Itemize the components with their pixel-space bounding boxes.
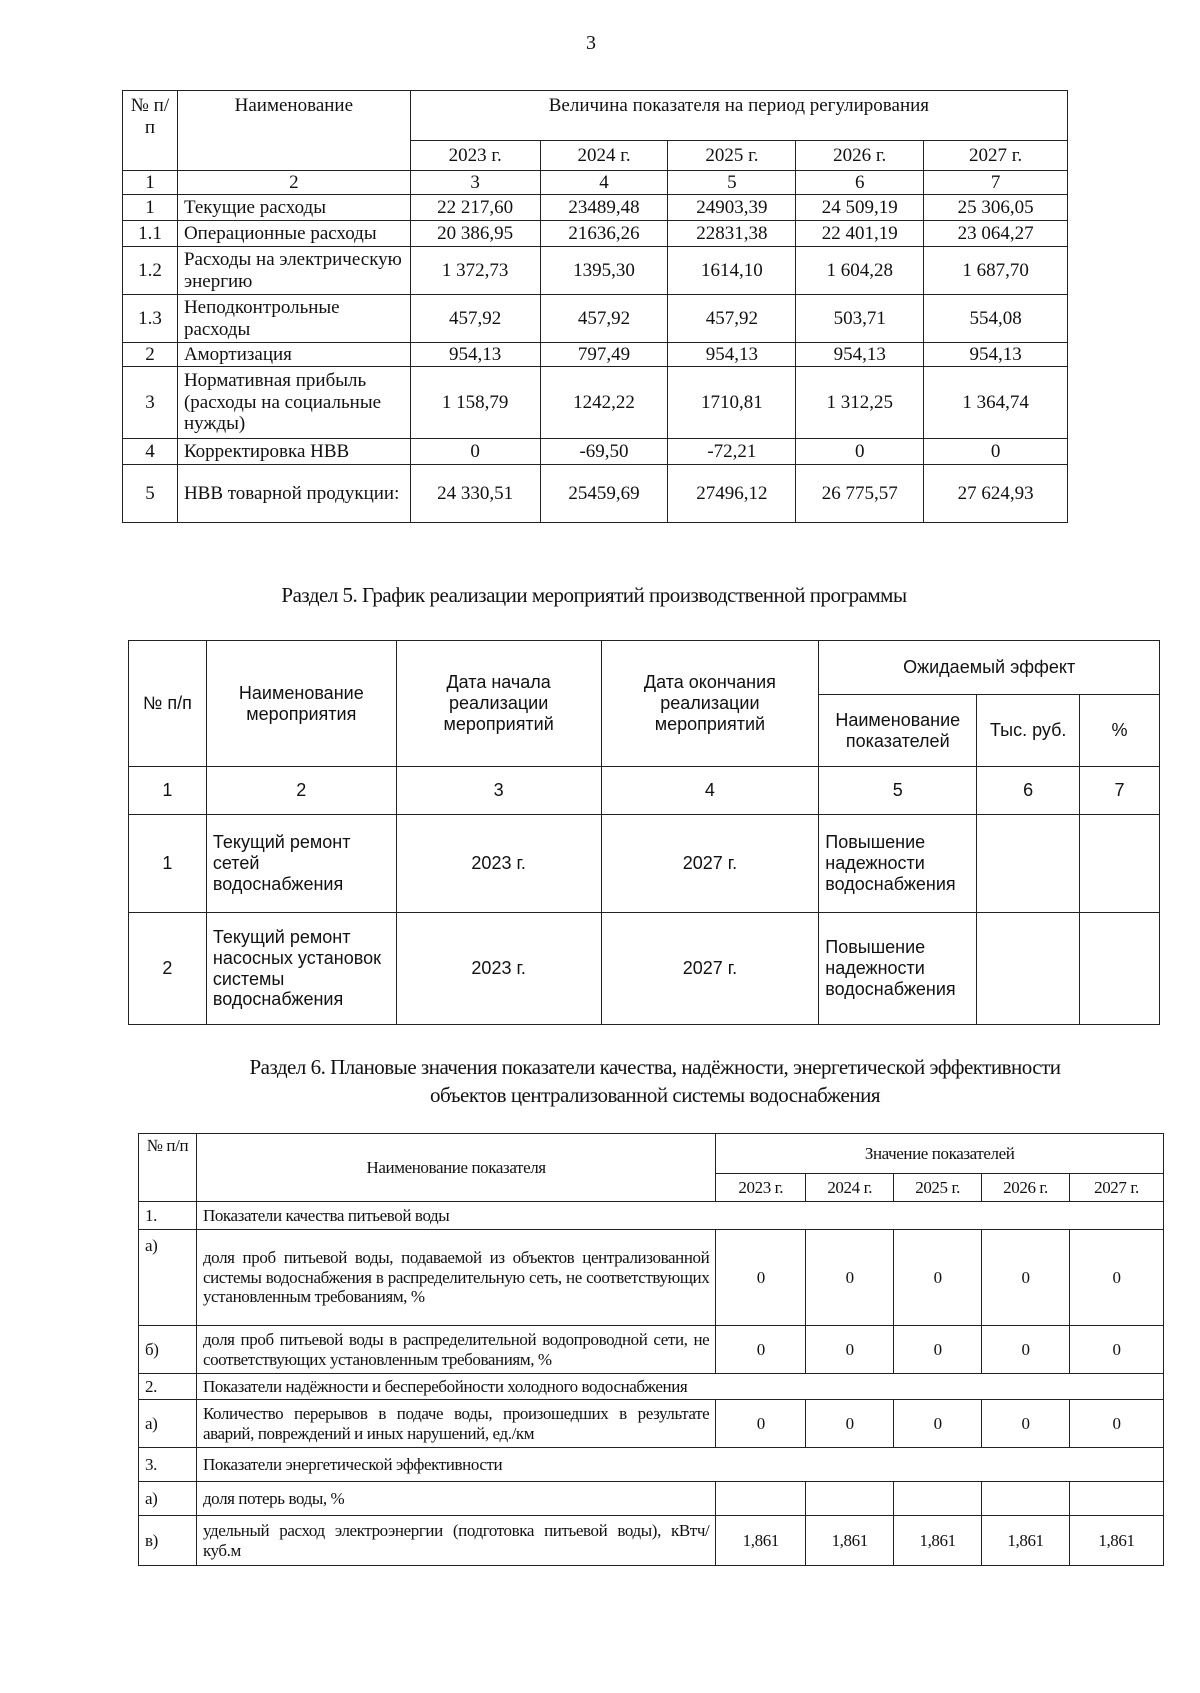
row-num: 5 [123, 465, 178, 523]
row-name: доля проб питьевой воды, подаваемой из объектов централизованной системы водоснабжения в распределительную сеть, не соответствующих установленным требованиям, % [196, 1230, 715, 1326]
row-value: 0 [924, 439, 1068, 465]
row-num: в) [139, 1516, 197, 1566]
col-number: 3 [396, 767, 601, 815]
row-value: 0 [716, 1230, 806, 1326]
year-header: 2024 г. [806, 1174, 894, 1202]
table-row [139, 1400, 1164, 1448]
row-name: Корректировка НВВ [177, 439, 410, 465]
row-name: Количество перерывов в подаче воды, произошедших в результате аварий, повреждений и иных нарушений, ед./км [196, 1400, 715, 1448]
row-value: 24 330,51 [410, 465, 540, 523]
row-pct [1080, 913, 1160, 1025]
row-value: 0 [1070, 1230, 1164, 1326]
section5-title: Раздел 5. График реализации мероприятий производственной программы [281, 583, 907, 607]
row-value: 1 158,79 [410, 367, 540, 439]
table-row [123, 247, 1068, 295]
row-value [894, 1482, 982, 1516]
row-value: 1 372,73 [410, 247, 540, 295]
col-number: 2 [177, 171, 410, 195]
header-num: № п/п [123, 91, 178, 171]
header-num: № п/п [139, 1134, 197, 1202]
row-value: 457,92 [410, 295, 540, 343]
row-value: 23489,48 [540, 195, 668, 221]
row-name: Амортизация [177, 343, 410, 367]
row-name: Расходы на электрическую энергию [177, 247, 410, 295]
row-section: Показатели энергетической эффективности [196, 1448, 1163, 1482]
table-row [129, 913, 1160, 1025]
table-row [123, 465, 1068, 523]
col-number: 7 [924, 171, 1068, 195]
row-value: -72,21 [668, 439, 796, 465]
row-num: а) [139, 1230, 197, 1326]
row-pct [1080, 815, 1160, 913]
row-name: Неподконтрольные расходы [177, 295, 410, 343]
page-number: 3 [586, 32, 596, 54]
row-value: 1710,81 [668, 367, 796, 439]
table-row [139, 1516, 1164, 1566]
row-value: 0 [982, 1400, 1070, 1448]
year-header: 2025 г. [668, 141, 796, 171]
table-row [139, 1326, 1164, 1374]
row-value: 503,71 [796, 295, 924, 343]
row-name: Текущий ремонт насосных установок системы водоснабжения [206, 913, 396, 1025]
year-header: 2025 г. [894, 1174, 982, 1202]
row-value: 797,49 [540, 343, 668, 367]
row-value: 0 [982, 1230, 1070, 1326]
header-name: Наименование показателя [196, 1134, 715, 1202]
row-value: 0 [716, 1400, 806, 1448]
schedule-table [128, 640, 1160, 1025]
header-value-group: Величина показателя на период регулирования [410, 91, 1067, 141]
row-value: 25459,69 [540, 465, 668, 523]
row-num: 2. [139, 1374, 197, 1400]
row-value: 21636,26 [540, 221, 668, 247]
row-num: а) [139, 1400, 197, 1448]
table-row [139, 1202, 1164, 1230]
row-effect: Повышение надежности водоснабжения [819, 913, 977, 1025]
row-name: доля потерь воды, % [196, 1482, 715, 1516]
header-start: Дата начала реализации мероприятий [396, 641, 601, 767]
row-value: 1 312,25 [796, 367, 924, 439]
row-value: 0 [806, 1230, 894, 1326]
row-effect: Повышение надежности водоснабжения [819, 815, 977, 913]
row-value [982, 1482, 1070, 1516]
table-row [123, 343, 1068, 367]
table-row [123, 195, 1068, 221]
table-row [123, 295, 1068, 343]
row-value: 954,13 [410, 343, 540, 367]
table-row [129, 815, 1160, 913]
row-start: 2023 г. [396, 815, 601, 913]
row-value: 1614,10 [668, 247, 796, 295]
row-num: 1. [139, 1202, 197, 1230]
table-row [139, 1482, 1164, 1516]
row-name: Текущие расходы [177, 195, 410, 221]
header-name: Наименование мероприятия [206, 641, 396, 767]
row-value: 0 [894, 1230, 982, 1326]
row-value: 26 775,57 [796, 465, 924, 523]
year-header: 2027 г. [924, 141, 1068, 171]
row-end: 2027 г. [601, 913, 819, 1025]
year-header: 2026 г. [982, 1174, 1070, 1202]
row-num: 1.1 [123, 221, 178, 247]
row-value: 22 401,19 [796, 221, 924, 247]
row-value: 24903,39 [668, 195, 796, 221]
row-value: 22831,38 [668, 221, 796, 247]
section6-title-line1: Раздел 6. Плановые значения показатели качества, надёжности, энергетической эффективности [249, 1055, 1061, 1079]
year-header: 2026 г. [796, 141, 924, 171]
row-value: 0 [806, 1326, 894, 1374]
header-effect-rub: Тыс. руб. [977, 695, 1080, 767]
table-row [139, 1230, 1164, 1326]
row-value: 0 [1070, 1400, 1164, 1448]
col-number: 4 [540, 171, 668, 195]
row-value: 1,861 [806, 1516, 894, 1566]
col-number: 1 [129, 767, 207, 815]
cost-table [122, 90, 1068, 523]
table-row [139, 1448, 1164, 1482]
col-number: 6 [977, 767, 1080, 815]
row-section: Показатели качества питьевой воды [196, 1202, 1163, 1230]
col-number: 4 [601, 767, 819, 815]
row-num: б) [139, 1326, 197, 1374]
row-name: НВВ товарной продукции: [177, 465, 410, 523]
row-value: 1 364,74 [924, 367, 1068, 439]
header-effect: Ожидаемый эффект [819, 641, 1160, 695]
row-value: 0 [894, 1326, 982, 1374]
row-value [806, 1482, 894, 1516]
table-row [123, 439, 1068, 465]
indicators-table [138, 1133, 1164, 1566]
row-value: 554,08 [924, 295, 1068, 343]
row-num: 3 [123, 367, 178, 439]
row-num: 1 [129, 815, 207, 913]
table-row [123, 221, 1068, 247]
row-value: 0 [806, 1400, 894, 1448]
row-value: 1242,22 [540, 367, 668, 439]
row-num: 1.2 [123, 247, 178, 295]
year-header: 2023 г. [410, 141, 540, 171]
row-value: 20 386,95 [410, 221, 540, 247]
row-num: а) [139, 1482, 197, 1516]
row-value: 0 [410, 439, 540, 465]
row-value: 457,92 [540, 295, 668, 343]
row-value: 27 624,93 [924, 465, 1068, 523]
row-value: 25 306,05 [924, 195, 1068, 221]
row-value: 1,861 [716, 1516, 806, 1566]
col-number: 5 [819, 767, 977, 815]
col-number: 3 [410, 171, 540, 195]
row-value: 1,861 [1070, 1516, 1164, 1566]
row-value: 0 [716, 1326, 806, 1374]
row-name: удельный расход электроэнергии (подготовка питьевой воды), кВтч/куб.м [196, 1516, 715, 1566]
row-value: 0 [796, 439, 924, 465]
row-value: 457,92 [668, 295, 796, 343]
header-effect-pct: % [1080, 695, 1160, 767]
col-number: 6 [796, 171, 924, 195]
row-num: 4 [123, 439, 178, 465]
table-row [123, 367, 1068, 439]
row-value: -69,50 [540, 439, 668, 465]
row-value: 954,13 [796, 343, 924, 367]
row-value: 1,861 [894, 1516, 982, 1566]
col-number: 2 [206, 767, 396, 815]
row-value: 954,13 [668, 343, 796, 367]
row-rub [977, 815, 1080, 913]
row-num: 1 [123, 195, 178, 221]
row-value: 27496,12 [668, 465, 796, 523]
row-num: 3. [139, 1448, 197, 1482]
row-value [716, 1482, 806, 1516]
row-value: 954,13 [924, 343, 1068, 367]
row-name: Текущий ремонт сетей водоснабжения [206, 815, 396, 913]
row-value: 1 687,70 [924, 247, 1068, 295]
row-value: 0 [982, 1326, 1070, 1374]
header-effect-name: Наименование показателей [819, 695, 977, 767]
row-name: доля проб питьевой воды в распределительной водопроводной сети, не соответствующих установленным требованиям, % [196, 1326, 715, 1374]
year-header: 2027 г. [1070, 1174, 1164, 1202]
row-end: 2027 г. [601, 815, 819, 913]
table-row [139, 1374, 1164, 1400]
row-value: 1 604,28 [796, 247, 924, 295]
header-num: № п/п [129, 641, 207, 767]
row-value: 1,861 [982, 1516, 1070, 1566]
row-value [1070, 1482, 1164, 1516]
year-header: 2024 г. [540, 141, 668, 171]
col-number: 7 [1080, 767, 1160, 815]
header-end: Дата окончания реализации мероприятий [601, 641, 819, 767]
row-value: 22 217,60 [410, 195, 540, 221]
header-value-group: Значение показателей [716, 1134, 1164, 1174]
row-value: 1395,30 [540, 247, 668, 295]
row-value: 0 [894, 1400, 982, 1448]
year-header: 2023 г. [716, 1174, 806, 1202]
row-start: 2023 г. [396, 913, 601, 1025]
header-name: Наименование [177, 91, 410, 171]
row-num: 2 [123, 343, 178, 367]
row-value: 23 064,27 [924, 221, 1068, 247]
col-number: 1 [123, 171, 178, 195]
row-name: Нормативная прибыль (расходы на социальные нужды) [177, 367, 410, 439]
row-value: 24 509,19 [796, 195, 924, 221]
col-number: 5 [668, 171, 796, 195]
row-name: Операционные расходы [177, 221, 410, 247]
row-num: 1.3 [123, 295, 178, 343]
row-value: 0 [1070, 1326, 1164, 1374]
row-section: Показатели надёжности и бесперебойности холодного водоснабжения [196, 1374, 1163, 1400]
section6-title-line2: объектов централизованной системы водоснабжения [429, 1083, 880, 1107]
row-rub [977, 913, 1080, 1025]
row-num: 2 [129, 913, 207, 1025]
